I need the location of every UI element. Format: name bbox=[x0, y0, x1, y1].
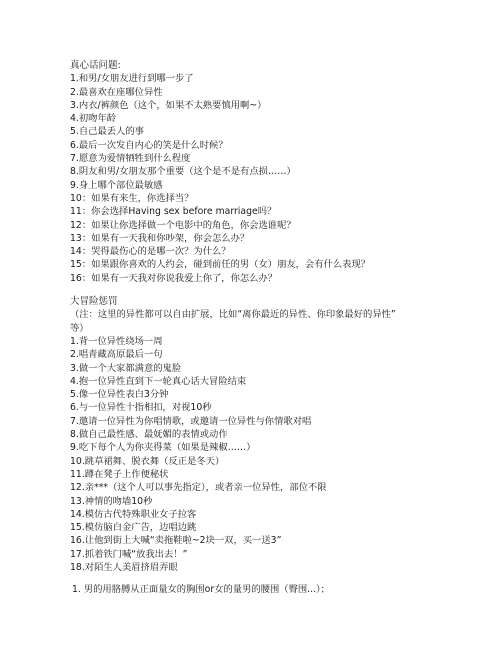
dare-item: 1.背一位异性绕场一周 bbox=[70, 335, 163, 347]
dare-item: 12.亲***（这个人可以事先指定），或者亲一位异性，部位不限 bbox=[70, 482, 327, 494]
dare-note-continued: 等） bbox=[70, 322, 89, 334]
truth-item: 13：如果有一天我和你吵架，你会怎么办？ bbox=[70, 232, 250, 244]
truth-item: 8.阴友和男/女朋友那个重要（这个是不是有点损……） bbox=[70, 166, 296, 178]
truth-item: 2.最喜欢在座哪位异性 bbox=[70, 86, 163, 98]
truth-item: 14：哭得最伤心的是哪一次？为什么？ bbox=[70, 246, 231, 258]
dare-item: 6.与一位异性十指相扣，对视10秒 bbox=[70, 402, 212, 414]
dare-item: 4.抱一位异性直到下一轮真心话大冒险结束 bbox=[70, 375, 247, 387]
truth-heading: 真心话问题: bbox=[70, 60, 121, 71]
dare-item: 10.跳草裙舞、脱衣舞（反正是冬天） bbox=[70, 455, 225, 467]
truth-list bbox=[70, 72, 490, 285]
dare-item: 13.神情的吻墙10秒 bbox=[70, 495, 153, 507]
truth-item: 10：如果有来生，你选择当？ bbox=[70, 192, 194, 204]
truth-item: 4.初吻年龄 bbox=[70, 113, 117, 125]
dare-item: 3.做一个大家都满意的鬼脸 bbox=[70, 362, 182, 374]
dare-note: （注：这里的异性都可以自由扩展，比如“离你最近的异性、你印象最好的异性” bbox=[70, 309, 396, 321]
truth-item: 11：你会选择Having sex before marriage吗？ bbox=[70, 206, 277, 218]
truth-item: 9.身上哪个部位最敏感 bbox=[70, 179, 163, 191]
section-spacer bbox=[70, 574, 490, 583]
dare-item: 7.邀请一位异性为你唱情歌，或邀请一位异性与你情歌对唱 bbox=[70, 415, 312, 427]
dare-item: 9.吃下每个人为你夹得菜（如果是辣椒……） bbox=[70, 442, 256, 454]
dare-item: 16.让他到街上大喊“卖拖鞋啦~2块一双，买一送3” bbox=[70, 535, 282, 547]
dare-item: 15.模仿脑白金广告，边唱边跳 bbox=[70, 522, 197, 534]
dare-item: 11.蹲在凳子上作便秘状 bbox=[70, 468, 169, 480]
dare-item: 14.模仿古代特殊职业女子拉客 bbox=[70, 508, 197, 520]
section-spacer bbox=[70, 285, 490, 295]
truth-item: 3.内衣/裤颜色（这个，如果不太熟要慎用啊~） bbox=[70, 99, 267, 111]
truth-item: 5.自己最丢人的事 bbox=[70, 126, 144, 138]
truth-item: 6.最后一次发自内心的笑是什么时候？ bbox=[70, 139, 228, 151]
dare-heading: 大冒险惩罚 bbox=[70, 296, 118, 308]
document-page bbox=[70, 59, 490, 597]
dare-item: 8.做自己最性感、最妩媚的表情或动作 bbox=[70, 429, 228, 441]
truth-item: 7.愿意为爱情牺牲到什么程度 bbox=[70, 153, 191, 165]
dare-item: 2.唱青藏高原最后一句 bbox=[70, 349, 163, 361]
truth-item: 16：如果有一天我对你说我爱上你了，你怎么办？ bbox=[70, 272, 278, 284]
dare-list bbox=[70, 335, 490, 574]
dare-item: 5.像一位异性表白3分钟 bbox=[70, 389, 169, 401]
truth-item: 12：如果让你选择做一个电影中的角色，你会选谁呢？ bbox=[70, 219, 296, 231]
dare-item: 17.抓着铁门喊“放我出去！” bbox=[70, 548, 188, 560]
truth-item: 15：如果跟你喜欢的人约会，碰到前任的男（女）朋友，会有什么表现？ bbox=[70, 259, 371, 271]
dare-item: 18.对陌生人美眉挤眉弄眼 bbox=[70, 561, 178, 573]
truth-item: 1.和男/女朋友进行到哪一步了 bbox=[70, 73, 194, 85]
final-item: 1. 男的用胳膊从正面量女的胸围or女的量男的腰围（臀围...）； bbox=[72, 584, 330, 596]
